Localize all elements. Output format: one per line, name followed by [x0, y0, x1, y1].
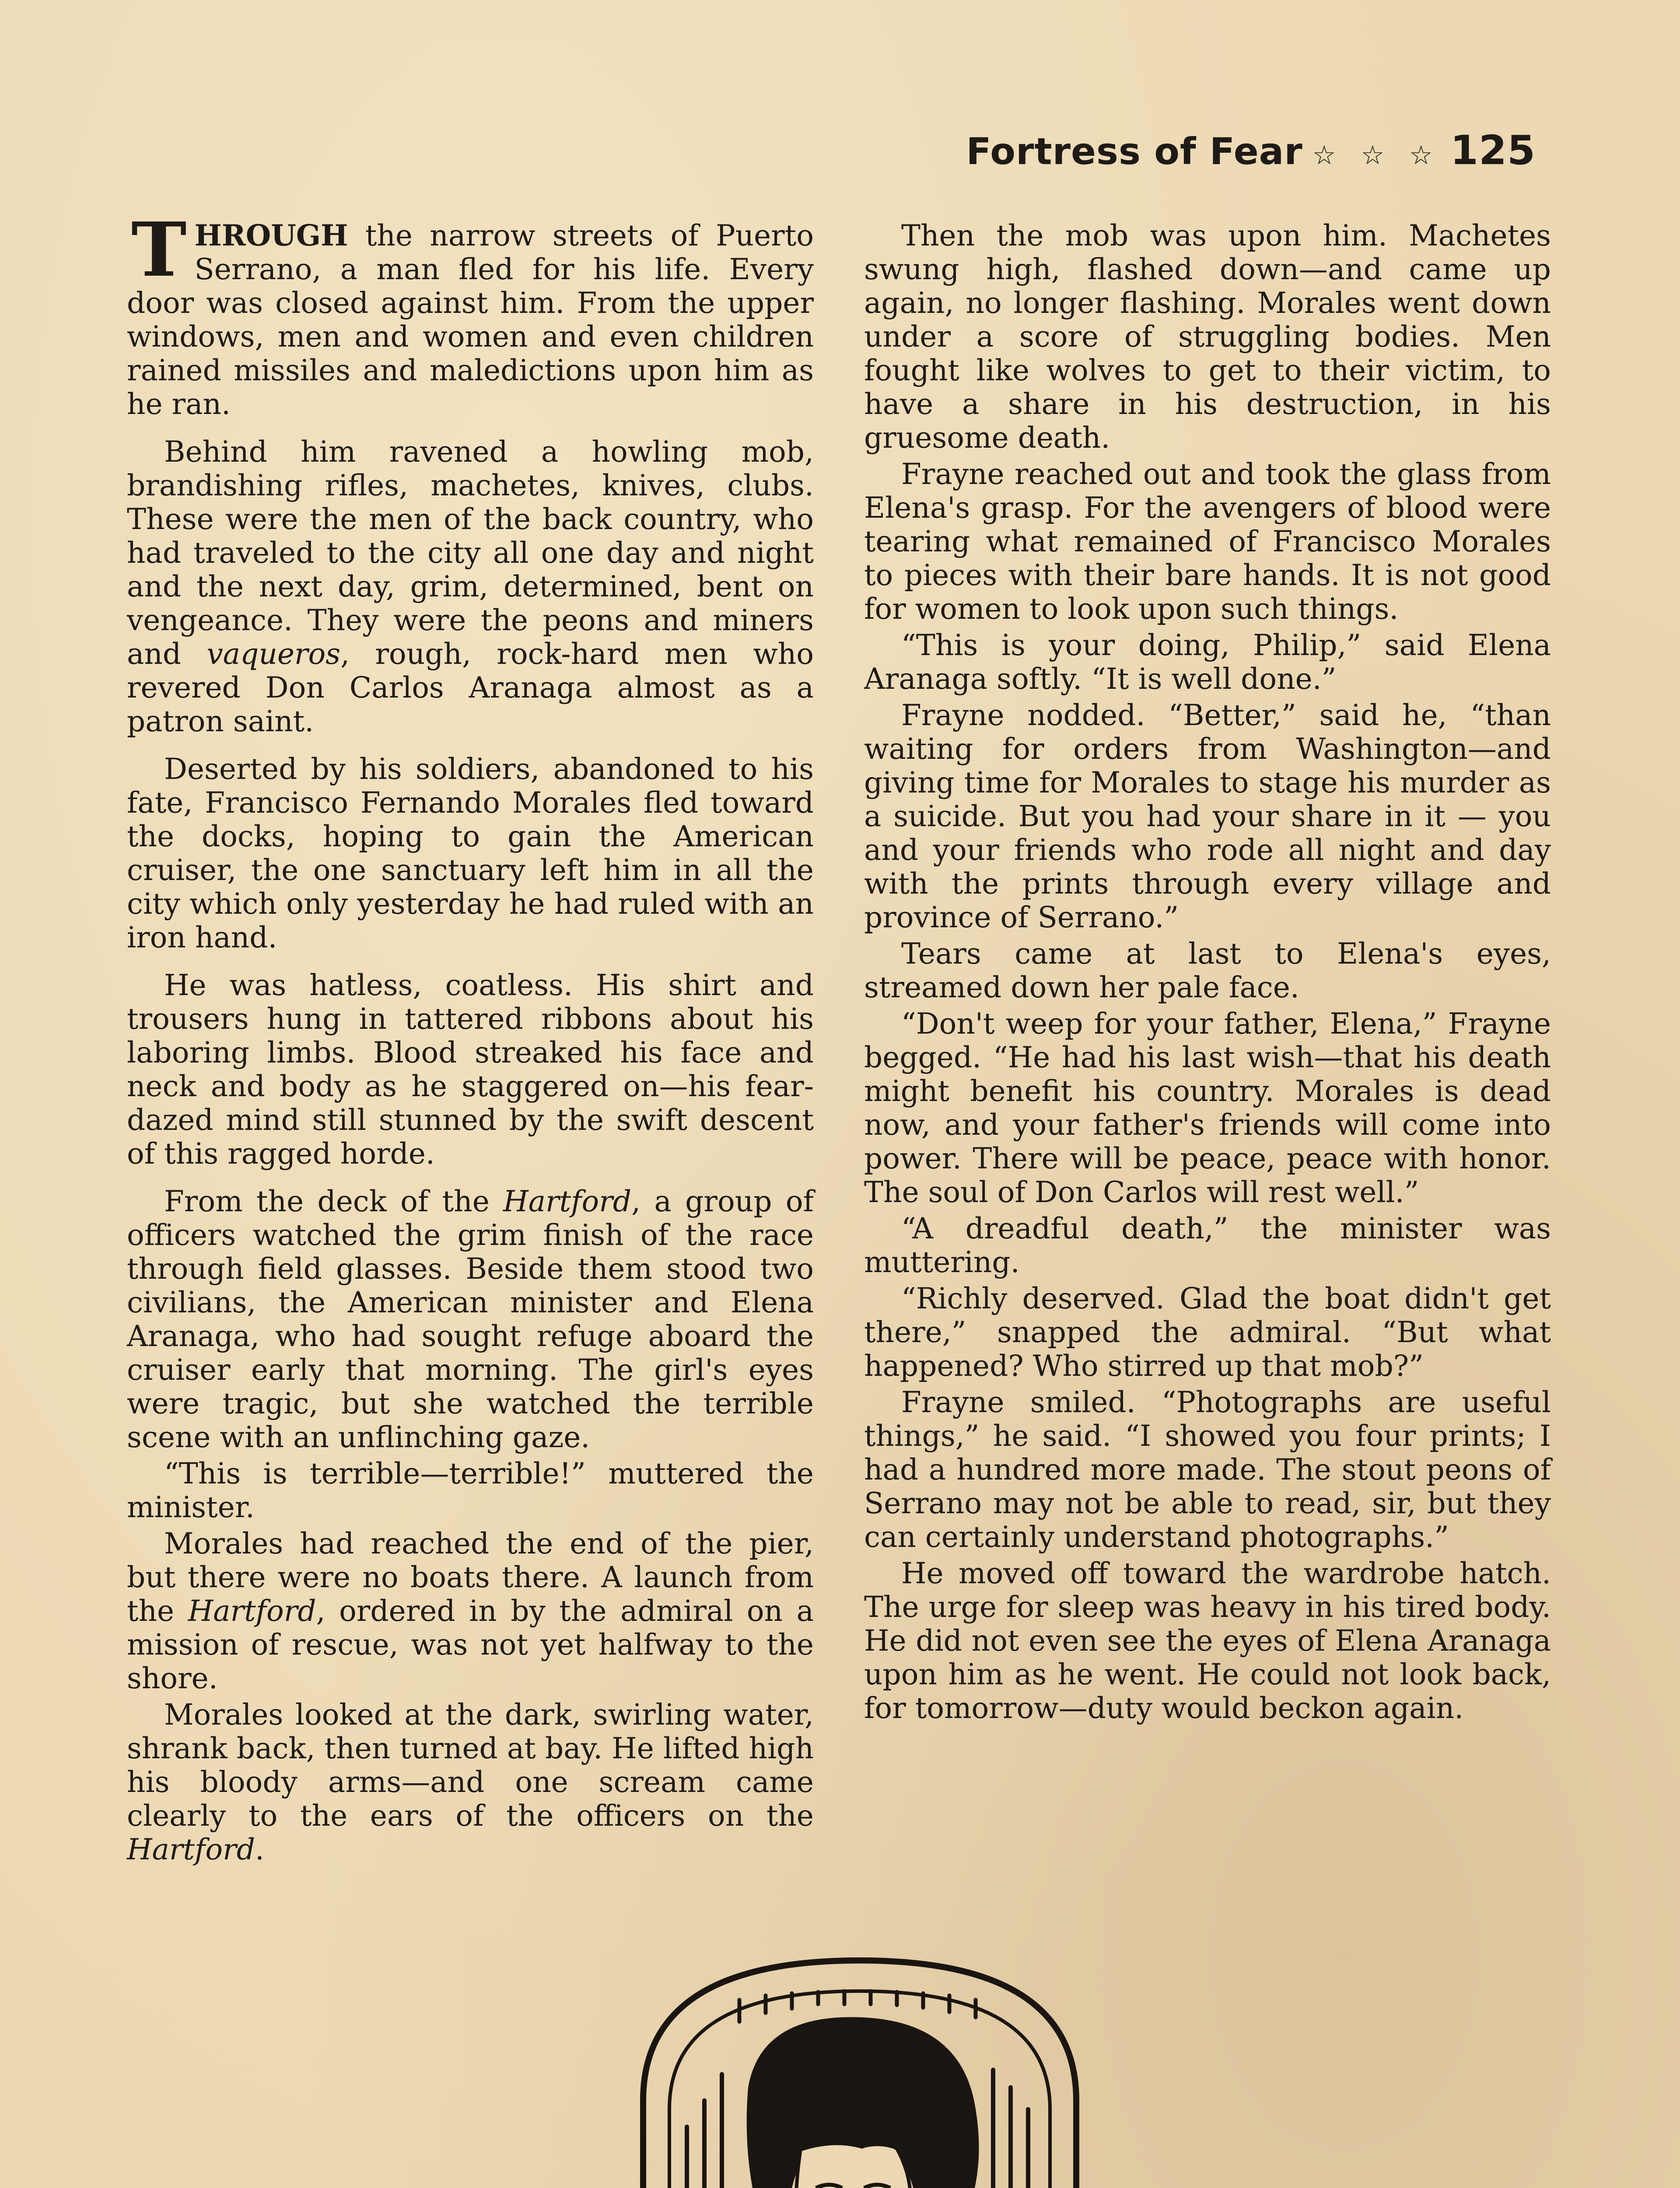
paragraph-text: . [255, 1833, 264, 1866]
drop-cap: T [131, 206, 187, 294]
paragraph [127, 1185, 814, 1454]
paragraph-text: , ordered in by the admiral on a mission of rescue, was not yet halfway to the shore. [127, 1594, 814, 1695]
italic-word: vaqueros [206, 637, 341, 671]
paragraph: Tears came at last to Elena's eyes, streamed down her pale face. [864, 937, 1551, 1004]
paragraph: Frayne nodded. “Better,” said he, “than waiting for orders from Washington—and giving time for Morales to stage his murder as a suicide. But you had your share in it — you and your friends who rode all night and day with the prints through every village and province of Serrano.” [864, 698, 1551, 934]
paragraph: Then the mob was upon him. Machetes swung high, flashed down—and came up again, no longer flashing. Morales went down under a score of struggling bodies. Men fought like wolves to get to their victim, to have a share in his destruction, in his gruesome death. [864, 219, 1551, 455]
paragraph-text: the narrow streets of Puerto Serrano, a man fled for his life. Every door was closed against him. From the upper windows, men and women and even children rained missiles and maledictions upon him as he ran. [127, 219, 814, 421]
ship-name: Hartford [188, 1594, 316, 1628]
paragraph-text: From the deck of the [164, 1185, 504, 1218]
star-ornament-icon: ☆ ☆ ☆ [1312, 140, 1441, 171]
paragraph-text: , a group of officers watched the grim finish of the race through field glasses. Beside them stood two civilians, the American minister and Elena Aranaga, who had sought refuge aboard the cruiser early that morning. The girl's eyes were tragic, but she watched the terrible scene with an unflinching gaze. [127, 1185, 814, 1454]
paragraph [127, 435, 814, 738]
paragraph-text: Morales looked at the dark, swirling water, shrank back, then turned at bay. He lifted high his bloody arms—and one scream came clearly to the ears of the officers on the [127, 1698, 814, 1833]
page-header [966, 127, 1536, 174]
left-column [127, 206, 814, 1869]
paragraph: He moved off toward the wardrobe hatch. The urge for sleep was heavy in his tired body. He did not even see the eyes of Elena Aranaga upon him as he went. He could not look back, for tomorrow—duty would beckon again. [864, 1557, 1551, 1725]
paragraph: “Don't weep for your father, Elena,” Frayne begged. “He had his last wish—that his death might benefit his country. Morales is dead now, and your father's friends will come into power. There will be peace, peace with honor. The soul of Don Carlos will rest well.” [864, 1007, 1551, 1209]
lead-word: HROUGH [194, 218, 348, 252]
paragraph-text: , rough, rock-hard men who revered Don Carlos Aranaga almost as a patron saint. [127, 637, 814, 738]
paragraph: “This is terrible—terrible!” muttered the minister. [127, 1457, 814, 1524]
paragraph: “This is your doing, Philip,” said Elena Aranaga softly. “It is well done.” [864, 628, 1551, 696]
paragraph: Frayne smiled. “Photographs are useful things,” he said. “I showed you four prints; I had a hundred more made. The stout peons of Serrano may not be able to read, sir, but they can certainly understand photographs.” [864, 1385, 1551, 1554]
paragraph: “A dreadful death,” the minister was muttering. [864, 1212, 1551, 1279]
paragraph [127, 206, 814, 421]
paragraph: Deserted by his soldiers, abandoned to his fate, Francisco Fernando Morales fled toward the docks, hoping to gain the American cruiser, the one sanctuary left him in all the city which only yesterday he had ruled with an iron hand. [127, 752, 814, 954]
paragraph [127, 1698, 814, 1866]
running-title: Fortress of Fear [966, 130, 1303, 173]
paragraph: He was hatless, coatless. His shirt and trousers hung in tattered ribbons about his laboring limbs. Blood streaked his face and neck and body as he staggered on—his fear-dazed mind still stunned by the swift descent of this ragged horde. [127, 968, 814, 1171]
right-column [864, 219, 1551, 1728]
ship-name: Hartford [503, 1185, 632, 1218]
page-number: 125 [1450, 127, 1536, 174]
paragraph [127, 1527, 814, 1695]
paragraph-text: Morales had reached the end of the pier, but there were no boats there. A launch from the [127, 1527, 814, 1628]
paragraph: Frayne reached out and took the glass from Elena's grasp. For the avengers of blood were tearing what remained of Francisco Morales to pieces with their bare hands. It is not good for women to look upon such things. [864, 457, 1551, 626]
ship-name: Hartford [127, 1833, 255, 1866]
woman-portrait-illustration [617, 1943, 1102, 2188]
paragraph-text: Behind him ravened a howling mob, brandishing rifles, machetes, knives, clubs. These were the men of the back country, who had traveled to the city all one day and night and the next day, grim, determined, bent on vengeance. They were the peons and miners and [127, 435, 814, 671]
paragraph: “Richly deserved. Glad the boat didn't get there,” snapped the admiral. “But what happened? Who stirred up that mob?” [864, 1282, 1551, 1383]
